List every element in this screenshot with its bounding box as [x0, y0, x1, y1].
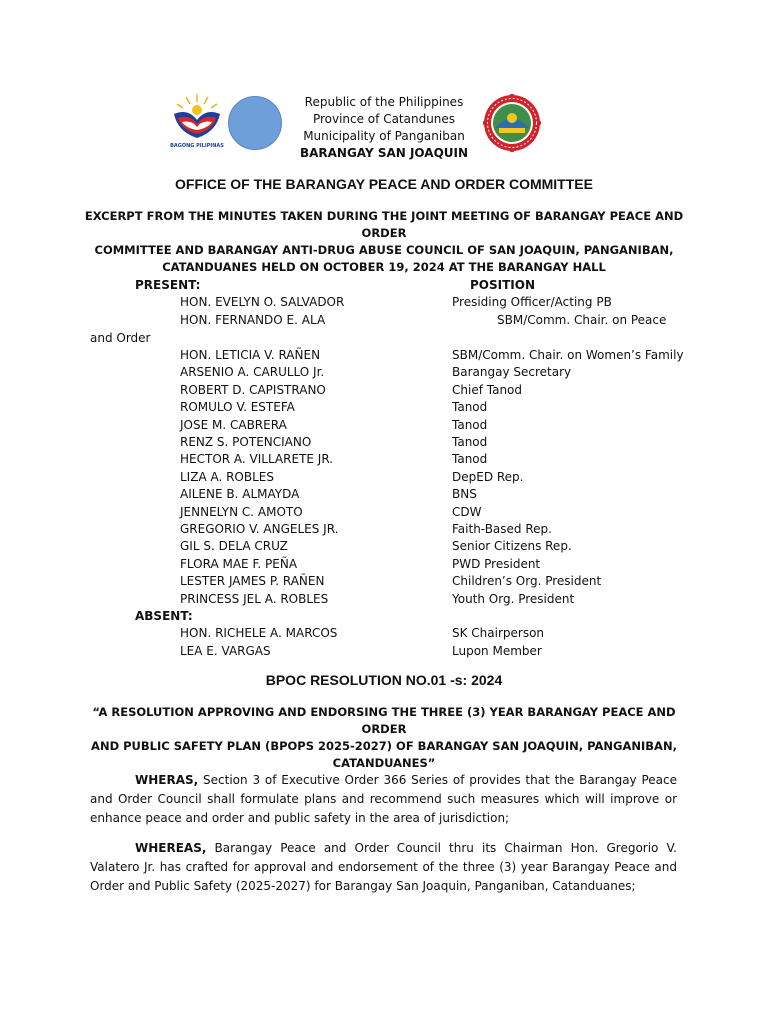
attendee-name: AILENE B. ALMAYDA [180, 487, 300, 501]
position-label: POSITION [470, 278, 535, 292]
attendee-row [0, 295, 768, 312]
attendee-name: GREGORIO V. ANGELES JR. [180, 522, 339, 536]
attendee-name: LIZA A. ROBLES [180, 470, 274, 484]
letterhead-province: Province of Catandunes [312, 112, 456, 126]
attendee-row [0, 487, 768, 504]
absentee-row [0, 626, 768, 643]
attendee-position: Tanod [452, 400, 488, 414]
attendee-position: Tanod [452, 435, 488, 449]
attendee-position: PWD President [452, 557, 541, 571]
attendee-position: Chief Tanod [452, 383, 523, 397]
attendee-position: Faith-Based Rep. [452, 522, 552, 536]
resolution-subtitle [90, 704, 678, 772]
minutes-excerpt-heading [80, 208, 688, 276]
attendee-name: HON. EVELYN O. SALVADOR [180, 295, 345, 309]
attendee-row [0, 313, 768, 330]
absentee-name: HON. RICHELE A. MARCOS [180, 626, 338, 640]
attendee-row [0, 470, 768, 487]
bagong-pilipinas-logo [168, 92, 226, 152]
position-wrap-continuation: and Order [90, 331, 151, 345]
letterhead-country: Republic of the Philippines [304, 95, 464, 109]
absentee-position: SK Chairperson [452, 626, 545, 640]
attendee-position: Presiding Officer/Acting PB [452, 295, 612, 309]
attendee-name: GIL S. DELA CRUZ [180, 539, 288, 553]
logo-caption: BAGONG PILIPINAS [170, 143, 224, 149]
whereas-lead: WHEREAS, [135, 841, 207, 855]
excerpt-line: COMMITTEE AND BARANGAY ANTI-DRUG ABUSE COUNCIL OF SAN JOAQUIN, PANGANIBAN, [94, 243, 674, 257]
excerpt-line: CATANDUANES HELD ON OCTOBER 19, 2024 AT THE BARANGAY HALL [162, 260, 606, 274]
attendee-row [0, 348, 768, 365]
present-label: PRESENT: [135, 278, 201, 292]
attendee-position: Tanod [452, 452, 488, 466]
resolution-subtitle-line: AND PUBLIC SAFETY PLAN (BPOPS 2025-2027) OF BARANGAY SAN JOAQUIN, PANGANIBAN, [91, 739, 677, 753]
office-title: OFFICE OF THE BARANGAY PEACE AND ORDER COMMITTEE [175, 176, 593, 192]
attendee-position: SBM/Comm. Chair. on Peace [497, 313, 667, 327]
whereas-paragraph-2 [90, 839, 677, 896]
attendee-position: Senior Citizens Rep. [452, 539, 572, 553]
attendee-name: PRINCESS JEL A. ROBLES [180, 592, 329, 606]
attendee-row [0, 557, 768, 574]
resolution-subtitle-line: CATANDUANES” [332, 756, 436, 770]
attendee-row [0, 400, 768, 417]
attendee-row [0, 452, 768, 469]
attendee-row [0, 539, 768, 556]
attendee-name: ARSENIO A. CARULLO Jr. [180, 365, 325, 379]
whereas-lead: WHERAS, [135, 773, 199, 787]
attendee-name: JENNELYN C. AMOTO [180, 505, 303, 519]
whereas-text: Section 3 of Executive Order 366 Series of provides that the Barangay Peace and Order Council shall formulate plans and recommend such measures which will improve or enhance peace and order and public safety in the area of jurisdiction; [90, 773, 677, 825]
resolution-title: BPOC RESOLUTION NO.01 -s: 2024 [265, 672, 503, 688]
attendee-name: HON. LETICIA V. RAÑEN [180, 348, 321, 362]
attendee-position: SBM/Comm. Chair. on Women’s Family [452, 348, 684, 362]
attendee-name: JOSE M. CABRERA [180, 418, 287, 432]
blue-seal-placeholder [228, 96, 282, 150]
attendee-position: Youth Org. President [452, 592, 575, 606]
letterhead-barangay: BARANGAY SAN JOAQUIN [299, 146, 469, 160]
attendee-position: CDW [452, 505, 482, 519]
attendee-name: ROBERT D. CAPISTRANO [180, 383, 326, 397]
absentee-position: Lupon Member [452, 644, 542, 658]
attendee-row [0, 505, 768, 522]
whereas-text: Barangay Peace and Order Council thru its Chairman Hon. Gregorio V. Valatero Jr. has crafted for approval and endorsement of the three (3) year Barangay Peace and Order and Public Safety (2025-2027) for Barangay San Joaquin, Panganiban, Catanduanes; [90, 841, 677, 893]
absentee-name: LEA E. VARGAS [180, 644, 271, 658]
attendee-row [0, 592, 768, 609]
attendee-name: HON. FERNANDO E. ALA [180, 313, 326, 327]
attendee-position: Children’s Org. President [452, 574, 602, 588]
attendee-position: Barangay Secretary [452, 365, 572, 379]
attendee-name: HECTOR A. VILLARETE JR. [180, 452, 334, 466]
whereas-paragraph-1 [90, 771, 677, 828]
resolution-subtitle-line: “A RESOLUTION APPROVING AND ENDORSING THE THREE (3) YEAR BARANGAY PEACE AND ORDER [92, 705, 676, 736]
absentee-row [0, 644, 768, 661]
excerpt-line: EXCERPT FROM THE MINUTES TAKEN DURING THE JOINT MEETING OF BARANGAY PEACE AND ORDER [84, 209, 684, 240]
attendee-row [0, 418, 768, 435]
attendee-name: LESTER JAMES P. RAÑEN [180, 574, 325, 588]
barangay-seal-logo [483, 94, 541, 152]
attendee-name: FLORA MAE F. PEÑA [180, 557, 298, 571]
attendee-position: DepED Rep. [452, 470, 524, 484]
attendee-row [0, 383, 768, 400]
attendee-row [0, 435, 768, 452]
attendee-name: ROMULO V. ESTEFA [180, 400, 295, 414]
attendee-row [0, 574, 768, 591]
letterhead [280, 94, 488, 162]
letterhead-municipality: Municipality of Panganiban [303, 129, 465, 143]
attendee-position: BNS [452, 487, 477, 501]
attendee-position: Tanod [452, 418, 488, 432]
attendee-name: RENZ S. POTENCIANO [180, 435, 312, 449]
attendee-row [0, 522, 768, 539]
absent-label: ABSENT: [135, 609, 193, 623]
attendee-row [0, 365, 768, 382]
